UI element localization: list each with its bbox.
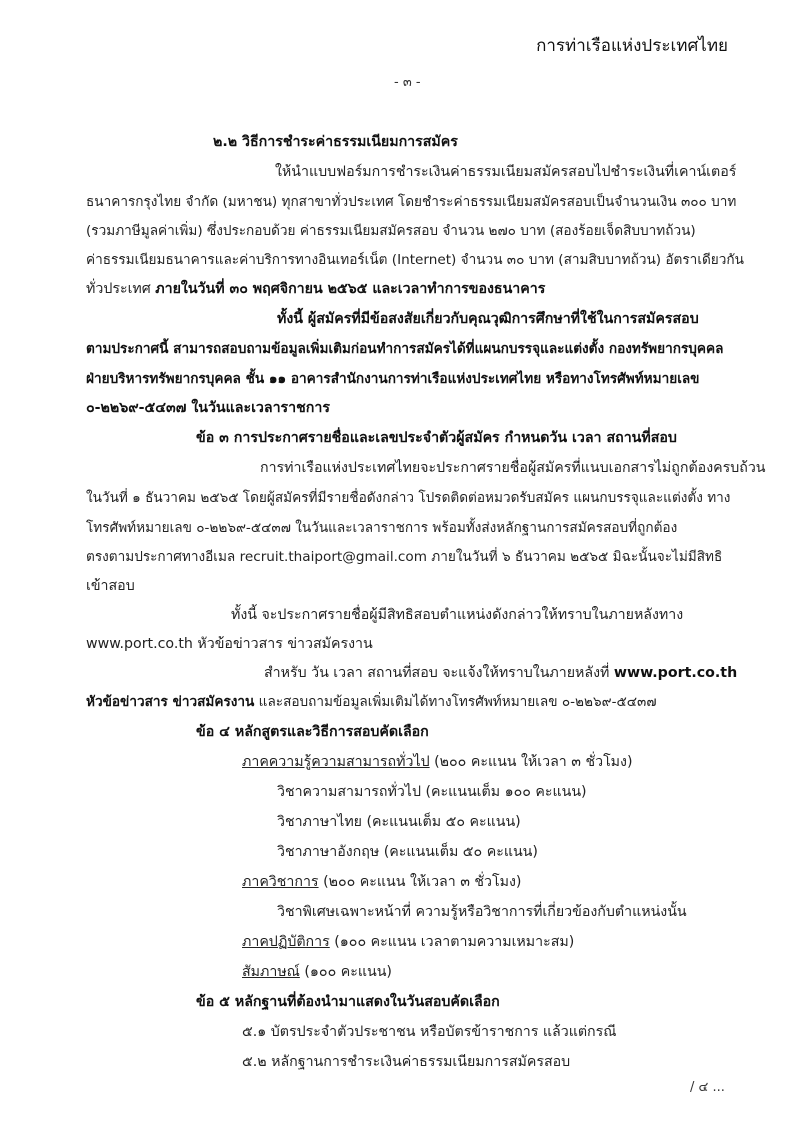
section-3-line: ตรงตามประกาศทางอีเมล recruit.thaiport@gmail.com ภายในวันที่ ๖ ธันวาคม ๒๕๖๕ มิฉะนั้นจะไม่มีสิทธิ — [86, 549, 723, 565]
website-link[interactable]: www.port.co.th — [613, 665, 738, 681]
part-name: สัมภาษณ์ — [242, 964, 300, 980]
page-number: - ๓ - — [394, 75, 421, 90]
part-name: ภาคปฏิบัติการ — [242, 934, 330, 950]
section-3-line: ทั้งนี้ จะประกาศรายชื่อผู้มีสิทธิสอบตำแหน่งดังกล่าวให้ทราบในภายหลังทาง — [231, 607, 684, 623]
section-3-title: ข้อ ๓ การประกาศรายชื่อและเลขประจำตัวผู้สมัคร กำหนดวัน เวลา สถานที่สอบ — [196, 430, 677, 446]
subject-item: วิชาความสามารถทั่วไป (คะแนนเต็ม ๑๐๐ คะแนน) — [277, 784, 587, 800]
exam-part-interview — [242, 962, 392, 982]
inquiry-line: ทั้งนี้ ผู้สมัครที่มีข้อสงสัยเกี่ยวกับคุณวุฒิการศึกษาที่ใช้ในการสมัครสอบ — [277, 311, 699, 327]
exam-schedule-text: สำหรับ วัน เวลา สถานที่สอบ จะแจ้งให้ทราบในภายหลังที่ — [264, 665, 614, 681]
section-5-title: ข้อ ๕ หลักฐานที่ต้องนำมาแสดงในวันสอบคัดเลือก — [196, 994, 500, 1010]
exam-part-academic — [242, 872, 521, 892]
payment-deadline: ภายในวันที่ ๓๐ พฤศจิกายน ๒๕๖๕ และเวลาทำการของธนาคาร — [155, 281, 546, 297]
exam-part-practical — [242, 932, 574, 952]
exam-part-general — [242, 752, 633, 772]
part-detail: (๑๐๐ คะแนน) — [299, 964, 392, 980]
section-2-2-title: ๒.๒ วิธีการชำระค่าธรรมเนียมการสมัคร — [213, 134, 458, 150]
inquiry-line: ฝ่ายบริหารทรัพยากรบุคคล ชั้น ๑๑ อาคารสำนักงานการท่าเรือแห่งประเทศไทย หรือทางโทรศัพท์หมายเลข — [86, 371, 700, 387]
section-3-line: โทรศัพท์หมายเลข ๐-๒๒๖๙-๕๔๓๗ ในวันและเวลาราชการ พร้อมทั้งส่งหลักฐานการสมัครสอบที่ถูกต้อง — [86, 520, 678, 536]
part-detail: (๒๐๐ คะแนน ให้เวลา ๓ ชั่วโมง) — [318, 874, 522, 890]
subject-item: วิชาภาษาไทย (คะแนนเต็ม ๕๐ คะแนน) — [277, 814, 521, 830]
section-2-2-line: ธนาคารกรุงไทย จำกัด (มหาชน) ทุกสาขาทั่วประเทศ โดยชำระค่าธรรมเนียมสมัครสอบเป็นจำนวนเงิน ๓๐๐ บาท — [86, 194, 737, 210]
continuation-marker: / ๔ ... — [690, 1080, 725, 1095]
part-detail: (๑๐๐ คะแนน เวลาตามความเหมาะสม) — [329, 934, 575, 950]
document-item: ๕.๒ หลักฐานการชำระเงินค่าธรรมเนียมการสมัครสอบ — [242, 1054, 571, 1070]
section-4-title: ข้อ ๔ หลักสูตรและวิธีการสอบคัดเลือก — [196, 724, 429, 740]
inquiry-line: ตามประกาศนี้ สามารถสอบถามข้อมูลเพิ่มเติมก่อนทำการสมัครได้ที่แผนกบรรจุและแต่งตั้ง กองทรัพยากรบุคคล — [86, 341, 724, 357]
exam-schedule-line — [264, 663, 737, 683]
contact-text: และสอบถามข้อมูลเพิ่มเติมได้ทางโทรศัพท์หมายเลข ๐-๒๒๖๙-๕๔๓๗ — [254, 694, 657, 710]
document-item: ๕.๑ บัตรประจำตัวประชาชน หรือบัตรข้าราชการ แล้วแต่กรณี — [242, 1024, 617, 1040]
section-3-line: www.port.co.th หัวข้อข่าวสาร ข่าวสมัครงาน — [86, 636, 373, 652]
section-3-line: การท่าเรือแห่งประเทศไทยจะประกาศรายชื่อผู้สมัครที่แนบเอกสารไม่ถูกต้องครบถ้วน — [260, 460, 766, 476]
part-detail: (๒๐๐ คะแนน ให้เวลา ๓ ชั่วโมง) — [429, 754, 633, 770]
section-2-2-line: ค่าธรรมเนียมธนาคารและค่าบริการทางอินเทอร์เน็ต (Internet) จำนวน ๓๐ บาท (สามสิบบาทถ้วน) อัตราเดียวกัน — [86, 252, 744, 268]
part-name: ภาคความรู้ความสามารถทั่วไป — [242, 754, 430, 770]
section-2-2-line: (รวมภาษีมูลค่าเพิ่ม) ซึ่งประกอบด้วย ค่าธรรมเนียมสมัครสอบ จำนวน ๒๗๐ บาท (สองร้อยเจ็ดสิบบาทถ้วน) — [86, 223, 696, 239]
exam-schedule-line — [86, 692, 657, 712]
part-name: ภาควิชาการ — [242, 874, 319, 890]
section-3-line: ในวันที่ ๑ ธันวาคม ๒๕๖๕ โดยผู้สมัครที่มีรายชื่อดังกล่าว โปรดติดต่อหมวดรับสมัคร แผนกบรรจุและแต่งตั้ง ทาง — [86, 490, 731, 506]
inquiry-line: ๐-๒๒๖๙-๕๔๓๗ ในวันและเวลาราชการ — [86, 400, 330, 416]
section-2-2-line: ให้นำแบบฟอร์มการชำระเงินค่าธรรมเนียมสมัครสอบไปชำระเงินที่เคาน์เตอร์ — [275, 164, 737, 180]
payment-deadline-line — [86, 279, 545, 299]
section-3-line: เข้าสอบ — [86, 578, 135, 594]
subject-item: วิชาพิเศษเฉพาะหน้าที่ ความรู้หรือวิชาการที่เกี่ยวข้องกับตำแหน่งนั้น — [277, 904, 687, 920]
subject-item: วิชาภาษาอังกฤษ (คะแนนเต็ม ๕๐ คะแนน) — [277, 844, 538, 860]
organization-header: การท่าเรือแห่งประเทศไทย — [536, 36, 728, 56]
payment-deadline-prefix: ทั่วประเทศ — [86, 281, 156, 297]
news-topic: หัวข้อข่าวสาร ข่าวสมัครงาน — [86, 694, 255, 710]
